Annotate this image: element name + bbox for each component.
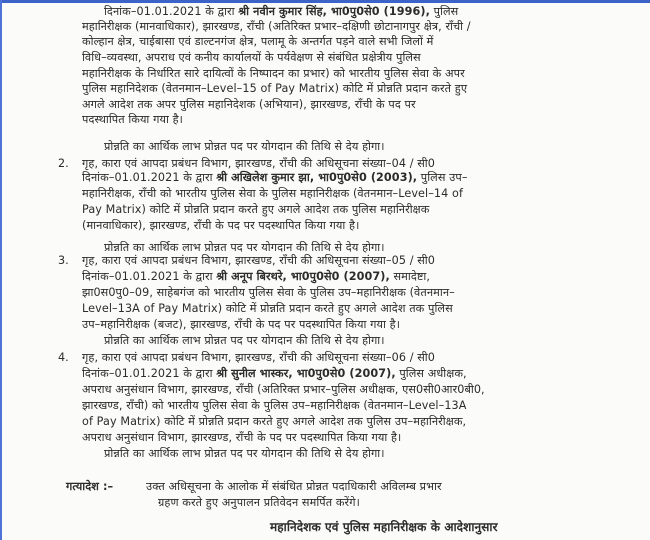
line-text: Level–13A of Pay Matrix) कोटि में प्रोन्नति प्रदान करते हुए अगले आदेश तक पुलिस xyxy=(82,302,453,315)
line-text: झारखण्ड, राँची) को भारतीय पुलिस सेवा के पुलिस उप–महानिरीक्षक (वेतनमान–Level–13A xyxy=(82,399,467,412)
paragraph-line xyxy=(82,82,467,96)
paragraph-line xyxy=(82,415,466,429)
paragraph-line xyxy=(82,187,463,201)
line-text: कोल्हान क्षेत्र, चाईबासा एवं डाल्टनगंज क्षेत्र, पलामू के अन्तर्गत पड़ने वाले सभी जिलों में xyxy=(82,35,434,48)
line-text: गृह, कारा एवं आपदा प्रबंधन विभाग, झारखण्ड, राँची की अधिसूचना संख्या–04 / सी0 xyxy=(82,157,436,170)
officer-name: श्री सुनील भास्कर, भा0पु0से0 (2007), xyxy=(216,367,396,380)
line-text: of Pay Matrix) कोटि में प्रोन्नति प्रदान करते हुए अगले आदेश तक पुलिस उप–महानिरीक्षक, xyxy=(82,415,467,428)
scan-edge-left xyxy=(0,0,2,540)
paragraph-line xyxy=(82,254,435,268)
line-text: महानिरीक्षक के निर्धारित सारे दायित्वों के निष्पादन का प्रभार) को भारतीय पुलिस सेवा के अपर xyxy=(82,67,465,80)
paragraph-line xyxy=(82,351,435,365)
line-text: Pay Matrix) कोटि में प्रोन्नति प्रदान करते हुए अगले आदेश तक पुलिस महानिरीक्षक xyxy=(82,203,430,216)
financial-benefit-line: प्रोन्नति का आर्थिक लाभ प्रोन्नत पद पर योगदान की तिथि से देय होगा। xyxy=(104,447,385,460)
financial-benefit-line: प्रोन्नति का आर्थिक लाभ प्रोन्नत पद पर योगदान की तिथि से देय होगा। xyxy=(104,241,385,254)
line-text: उप–महानिरीक्षक (बजट), झारखण्ड, राँची के पद पर पदस्थापित किया गया है। xyxy=(82,318,401,331)
paragraph-line xyxy=(82,270,430,284)
paragraph-line xyxy=(82,203,430,217)
line-text: पदस्थापित किया गया है। xyxy=(82,113,184,126)
line-text: पुलिस महानिदेशक (वेतनमान–Level–15 of Pay Matrix) कोटि में प्रोन्नति प्रदान करते हुए xyxy=(82,82,468,95)
line-text: विधि–व्यवस्था, अपराध एवं कनीय कार्यालयों के पर्यवेक्षण से संबंधित प्रक्षेत्रीय पुलिस xyxy=(82,51,421,64)
paragraph-line xyxy=(82,219,359,233)
line-text: अपराध अनुसंधान विभाग, झारखण्ड, राँची के पद पर पदस्थापित किया गया है। xyxy=(82,431,402,444)
paragraph-line xyxy=(82,51,421,65)
line-text: अगले आदेश तक अपर पुलिस महानिदेशक (अभियान), झारखण्ड, राँची के पद पर xyxy=(82,98,416,111)
footer-text-line-1: उक्त अधिसूचना के आलोक में संबंधित प्रोन्नत पदाधिकारी अविलम्ब प्रभार xyxy=(146,480,442,493)
line-text: दिनांक–01.01.2021 के द्वारा xyxy=(104,5,239,18)
paragraph-line xyxy=(82,98,416,112)
paragraph-line xyxy=(82,431,401,445)
footer-text-line-2: ग्रहण करते हुए अनुपालन प्रतिवेदन समर्पित करेंगे। xyxy=(158,496,360,509)
line-text: झा0स0पु0–09, साहेबगंज को भारतीय पुलिस सेवा के पुलिस उप–महानिरीक्षक (वेतनमान– xyxy=(82,286,455,299)
financial-benefit-line: प्रोन्नति का आर्थिक लाभ प्रोन्नत पद पर योगदान की तिथि से देय होगा। xyxy=(104,140,385,153)
paragraph-line xyxy=(104,5,458,19)
paragraph-line xyxy=(82,113,183,127)
paragraph-line xyxy=(82,367,467,381)
signature-line: महानिदेशक एवं पुलिस महानिरीक्षक के आदेशानुसार xyxy=(270,520,498,534)
financial-benefit-line: प्रोन्नति का आर्थिक लाभ प्रोन्नत पद पर योगदान की तिथि से देय होगा। xyxy=(104,334,385,347)
paragraph-number: 2. xyxy=(58,157,69,170)
paragraph-line xyxy=(82,286,455,300)
line-text: गृह, कारा एवं आपदा प्रबंधन विभाग, झारखण्ड, राँची की अधिसूचना संख्या–06 / सी0 xyxy=(82,351,436,364)
line-text: दिनांक–01.01.2021 के द्वारा xyxy=(82,171,217,184)
paragraph-line xyxy=(82,383,485,397)
officer-name: श्री अनूप बिरथरे, भा0पु0से0 (2007), xyxy=(216,270,390,283)
line-text: पुलिस xyxy=(429,5,459,18)
footer-label: गत्यादेश :– xyxy=(66,480,114,493)
line-text: अपराध अनुसंधान विभाग, झारखण्ड, राँची (अतिरिक्त प्रभार–पुलिस अधीक्षक, एस0सी0आर0बी0, xyxy=(82,383,485,396)
scan-edge-top xyxy=(0,0,650,3)
line-text: (मानवाधिकार), झारखण्ड, राँची के पद पर पदस्थापित किया गया है। xyxy=(82,219,360,232)
paragraph-line xyxy=(82,318,400,332)
officer-name: श्री अखिलेश कुमार झा, भा0पु0से0 (2003), xyxy=(216,171,418,184)
paragraph-line xyxy=(82,157,435,171)
paragraph-number: 3. xyxy=(58,254,69,267)
paragraph-line xyxy=(82,35,433,49)
line-text: दिनांक–01.01.2021 के द्वारा xyxy=(82,367,217,380)
paragraph-number: 4. xyxy=(58,351,69,364)
line-text: दिनांक–01.01.2021 के द्वारा xyxy=(82,270,217,283)
paragraph-line xyxy=(82,171,468,185)
line-text: पुलिस अधीक्षक, xyxy=(395,367,467,380)
line-text: पुलिस उप– xyxy=(417,171,468,184)
paragraph-line xyxy=(82,399,467,413)
officer-name: श्री नवीन कुमार सिंह, भा0पु0से0 (1996), xyxy=(238,5,430,18)
line-text: महानिरीक्षक, राँची को भारतीय पुलिस सेवा के पुलिस महानिरीक्षक (वेतनमान–Level–14 of xyxy=(82,187,464,200)
paragraph-line xyxy=(82,20,471,34)
paragraph-line xyxy=(82,302,453,316)
line-text: समादेष्टा, xyxy=(389,270,431,283)
paragraph-line xyxy=(82,67,465,81)
line-text: गृह, कारा एवं आपदा प्रबंधन विभाग, झारखण्ड, राँची की अधिसूचना संख्या–05 / सी0 xyxy=(82,254,436,267)
line-text: महानिरीक्षक (मानवाधिकार), झारखण्ड, राँची (अतिरिक्त प्रभार–दक्षिणी छोटानागपुर क्षेत्र, राँची / xyxy=(82,20,471,33)
